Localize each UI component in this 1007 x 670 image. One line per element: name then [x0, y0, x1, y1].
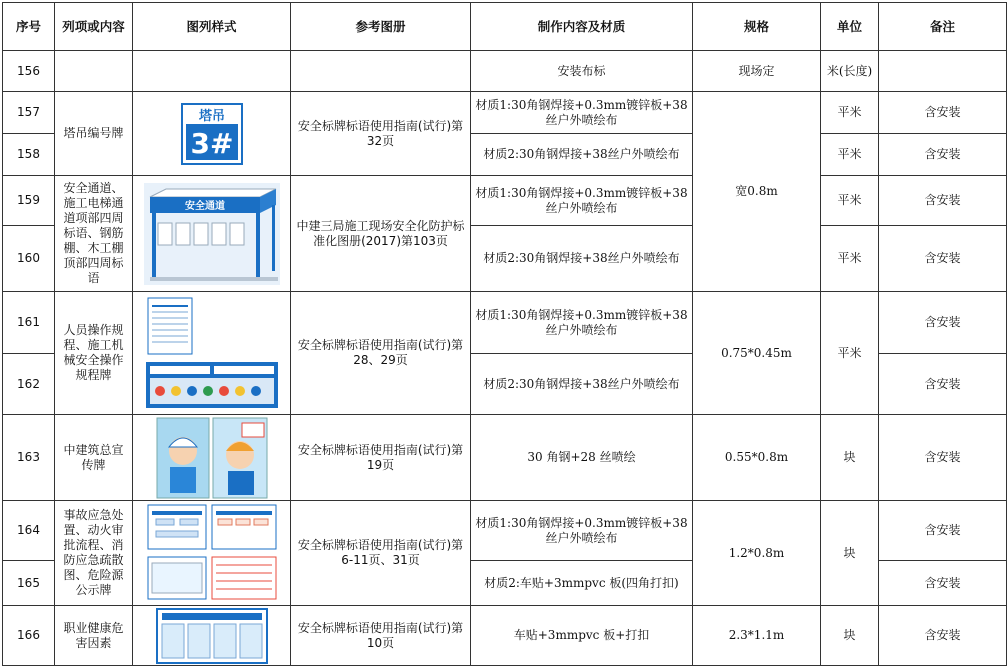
- table-row: [3, 176, 1007, 226]
- material-cell: 材质2:30角钢焊接+38丝户外喷绘布: [471, 354, 693, 415]
- sign-number-text: 3#: [190, 126, 233, 160]
- material-cell: 材质2:30角钢焊接+38丝户外喷绘布: [471, 226, 693, 292]
- note-cell: 含安装: [879, 134, 1007, 176]
- note-cell: 含安装: [879, 92, 1007, 134]
- item-cell: 中建筑总宣传牌: [55, 415, 133, 501]
- spec-cell: 0.75*0.45m: [693, 292, 821, 415]
- sample-cell: [133, 51, 291, 92]
- spec-cell: 现场定: [693, 51, 821, 92]
- header-item: 列项或内容: [55, 3, 133, 51]
- seq-cell: 162: [3, 354, 55, 415]
- material-cell: 材质1:30角钢焊接+0.3mm镀锌板+38丝户外喷绘布: [471, 176, 693, 226]
- unit-cell: 平米: [821, 92, 879, 134]
- tower-crane-sign-image: [181, 103, 243, 165]
- sign-top-text: 塔吊: [198, 108, 225, 124]
- sample-cell: [133, 501, 291, 606]
- health-hazard-board-image: [156, 608, 268, 664]
- header-seq: 序号: [3, 3, 55, 51]
- item-cell: 塔吊编号牌: [55, 92, 133, 176]
- operation-rules-image: [144, 296, 280, 410]
- unit-cell: 块: [821, 606, 879, 666]
- item-cell: 人员操作规程、施工机械安全操作规程牌: [55, 292, 133, 415]
- unit-cell: 平米: [821, 292, 879, 415]
- note-cell: 含安装: [879, 354, 1007, 415]
- material-cell: 材质1:30角钢焊接+0.3mm镀锌板+38丝户外喷绘布: [471, 92, 693, 134]
- note-cell: 含安装: [879, 176, 1007, 226]
- item-cell: 事故应急处置、动火审批流程、消防应急疏散图、危险源公示牌: [55, 501, 133, 606]
- spec-cell: 宽0.8m: [693, 92, 821, 292]
- unit-cell: 块: [821, 501, 879, 606]
- table-row: [3, 501, 1007, 561]
- note-cell: 含安装: [879, 561, 1007, 606]
- material-cell: 车贴+3mmpvc 板+打扣: [471, 606, 693, 666]
- seq-cell: 156: [3, 51, 55, 92]
- safety-passage-image: [144, 183, 280, 285]
- unit-cell: 米(长度): [821, 51, 879, 92]
- header-unit: 单位: [821, 3, 879, 51]
- header-row: [3, 3, 1007, 51]
- seq-cell: 163: [3, 415, 55, 501]
- note-cell: 含安装: [879, 292, 1007, 354]
- spec-cell: 0.55*0.8m: [693, 415, 821, 501]
- table-row: [3, 415, 1007, 501]
- table-row: [3, 92, 1007, 134]
- material-cell: 材质2:车贴+3mmpvc 板(四角打扣): [471, 561, 693, 606]
- item-cell: 职业健康危害因素: [55, 606, 133, 666]
- ref-cell: 中建三局施工现场安全化防护标准化图册(2017)第103页: [291, 176, 471, 292]
- ref-cell: 安全标牌标语使用指南(试行)第10页: [291, 606, 471, 666]
- sample-cell: [133, 292, 291, 415]
- seq-cell: 158: [3, 134, 55, 176]
- note-cell: 含安装: [879, 501, 1007, 561]
- sample-cell: [133, 92, 291, 176]
- seq-cell: 159: [3, 176, 55, 226]
- note-cell: 含安装: [879, 226, 1007, 292]
- unit-cell: 平米: [821, 226, 879, 292]
- header-material: 制作内容及材质: [471, 3, 693, 51]
- item-cell: [55, 51, 133, 92]
- spec-cell: 1.2*0.8m: [693, 501, 821, 606]
- passage-banner-text: 安全通道: [184, 200, 225, 212]
- spec-table: [2, 2, 1007, 666]
- header-note: 备注: [879, 3, 1007, 51]
- spec-cell: 2.3*1.1m: [693, 606, 821, 666]
- ref-cell: 安全标牌标语使用指南(试行)第19页: [291, 415, 471, 501]
- note-cell: [879, 51, 1007, 92]
- material-cell: 材质1:30角钢焊接+0.3mm镀锌板+38丝户外喷绘布: [471, 501, 693, 561]
- seq-cell: 166: [3, 606, 55, 666]
- note-cell: 含安装: [879, 606, 1007, 666]
- ref-cell: [291, 51, 471, 92]
- unit-cell: 块: [821, 415, 879, 501]
- ref-cell: 安全标牌标语使用指南(试行)第6-11页、31页: [291, 501, 471, 606]
- seq-cell: 161: [3, 292, 55, 354]
- seq-cell: 160: [3, 226, 55, 292]
- seq-cell: 165: [3, 561, 55, 606]
- header-sample: 图列样式: [133, 3, 291, 51]
- ref-cell: 安全标牌标语使用指南(试行)第32页: [291, 92, 471, 176]
- table-row: [3, 292, 1007, 354]
- unit-cell: 平米: [821, 176, 879, 226]
- item-cell: 安全通道、施工电梯通道项部四周标语、钢筋棚、木工棚顶部四周标语: [55, 176, 133, 292]
- seq-cell: 157: [3, 92, 55, 134]
- sample-cell: [133, 176, 291, 292]
- header-spec: 规格: [693, 3, 821, 51]
- material-cell: 材质2:30角钢焊接+38丝户外喷绘布: [471, 134, 693, 176]
- sample-cell: [133, 606, 291, 666]
- unit-cell: 平米: [821, 134, 879, 176]
- material-cell: 安装布标: [471, 51, 693, 92]
- sample-cell: [133, 415, 291, 501]
- material-cell: 30 角钢+28 丝喷绘: [471, 415, 693, 501]
- seq-cell: 164: [3, 501, 55, 561]
- ref-cell: 安全标牌标语使用指南(试行)第28、29页: [291, 292, 471, 415]
- emergency-boards-image: [144, 503, 280, 603]
- promo-board-image: [156, 417, 268, 499]
- table-row: [3, 51, 1007, 92]
- header-ref: 参考图册: [291, 3, 471, 51]
- note-cell: 含安装: [879, 415, 1007, 501]
- material-cell: 材质1:30角钢焊接+0.3mm镀锌板+38丝户外喷绘布: [471, 292, 693, 354]
- table-row: [3, 606, 1007, 666]
